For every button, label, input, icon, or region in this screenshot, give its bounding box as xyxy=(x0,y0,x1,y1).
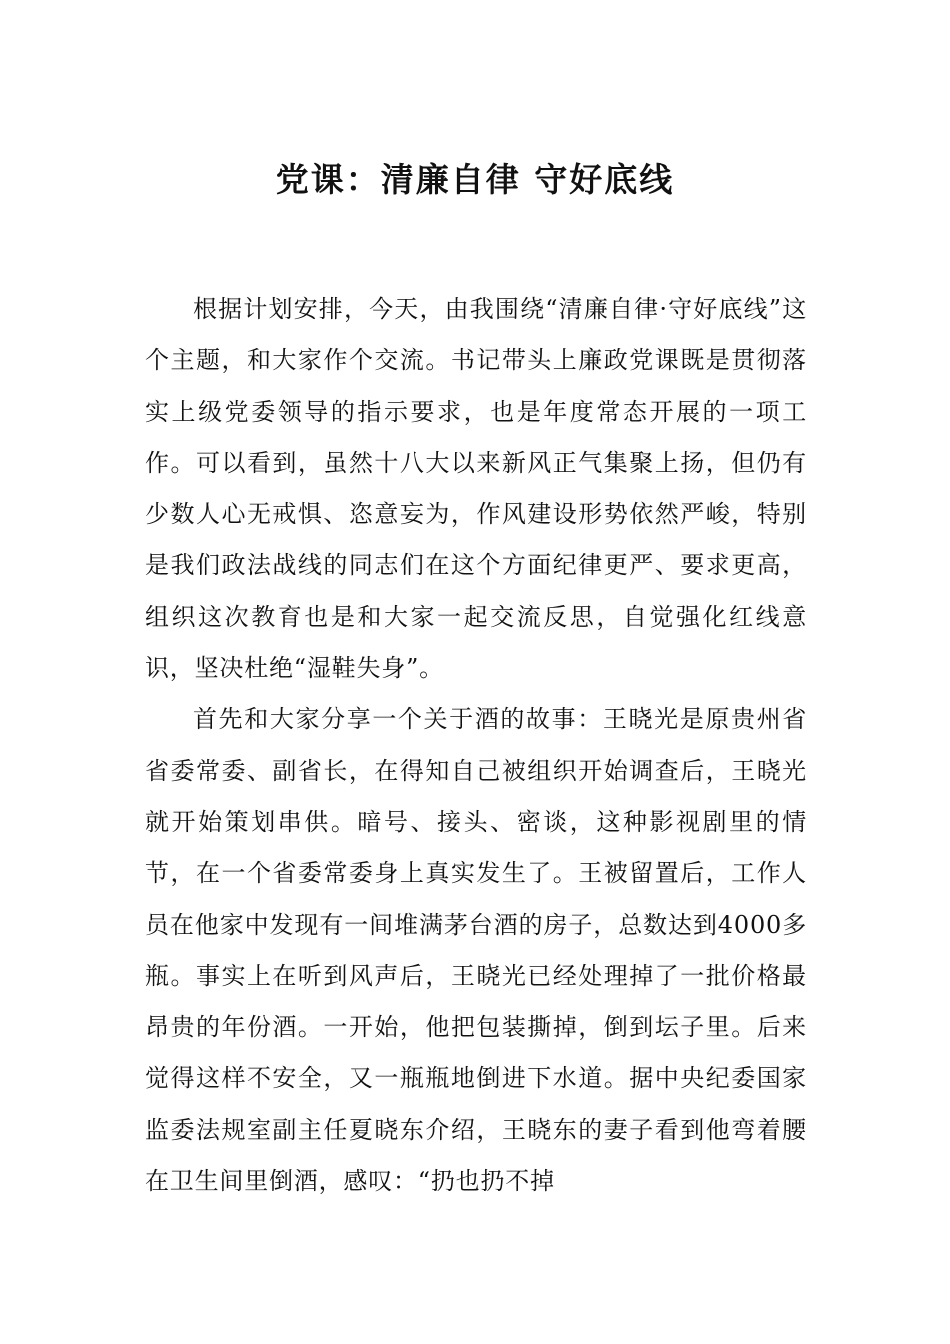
document-title: 党课：清廉自律 守好底线 xyxy=(275,160,675,199)
paragraph-intro: 根据计划安排，今天，由我围绕“清廉自律·守好底线”这个主题，和大家作个交流。书记带头上廉政党课既是贯彻落实上级党委领导的指示要求，也是年度常态开展的一项工作。可以看到，虽然十八大以来新风正气集聚上扬，但仍有少数人心无戒惧、恣意妄为，作风建设形势依然严峻，特别是我们政法战线的同志们在这个方面纪律更严、要求更高，组织这次教育也是和大家一起交流反思，自觉强化红线意识，坚决杜绝“湿鞋失身”。 xyxy=(145,295,807,683)
paragraph-story: 首先和大家分享一个关于酒的故事：王晓光是原贵州省省委常委、副省长，在得知自己被组织开始调查后，王晓光就开始策划串供。暗号、接头、密谈，这种影视剧里的情节，在一个省委常委身上真实发生了。王被留置后，工作人员在他家中发现有一间堆满茅台酒的房子，总数达到4000多瓶。事实上在听到风声后，王晓光已经处理掉了一批价格最昂贵的年份酒。一开始，他把包装撕掉，倒到坛子里。后来觉得这样不安全，又一瓶瓶地倒进下水道。据中央纪委国家监委法规室副主任夏晓东介绍，王晓东的妻子看到他弯着腰在卫生间里倒酒，感叹：“扔也扔不掉 xyxy=(145,705,807,1196)
document-body xyxy=(145,284,807,1207)
